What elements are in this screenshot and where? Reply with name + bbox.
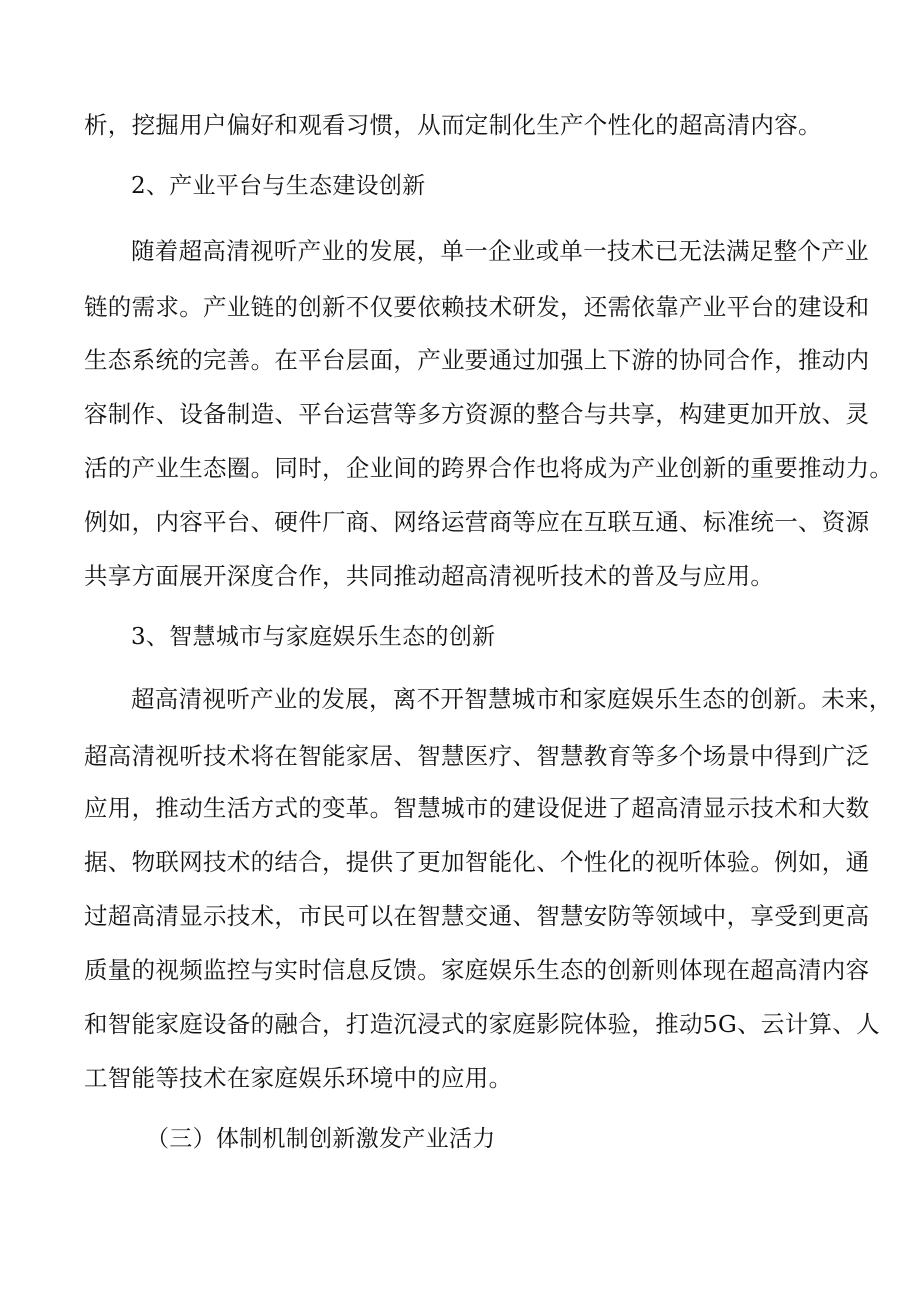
- paragraph-line: 容制作、设备制造、平台运营等多方资源的整合与共享，构建更加开放、灵: [84, 400, 870, 428]
- paragraph-line: 例如，内容平台、硬件厂商、网络运营商等应在互联互通、标准统一、资源: [84, 508, 870, 536]
- paragraph-line: 生态系统的完善。在平台层面，产业要通过加强上下游的协同合作，推动内: [84, 346, 870, 374]
- paragraph-line: 据、物联网技术的结合，提供了更加智能化、个性化的视听体验。例如，通: [84, 848, 870, 876]
- paragraph-line: 过超高清显示技术，市民可以在智慧交通、智慧安防等领域中，享受到更高: [84, 902, 870, 930]
- paragraph-line: 超高清视听技术将在智能家居、智慧医疗、智慧教育等多个场景中得到广泛: [84, 742, 870, 770]
- paragraph-line: 随着超高清视听产业的发展，单一企业或单一技术已无法满足整个产业: [131, 237, 869, 265]
- paragraph-line: 共享方面展开深度合作，共同推动超高清视听技术的普及与应用。: [84, 562, 775, 590]
- paragraph-line: 和智能家庭设备的融合，打造沉浸式的家庭影院体验，推动5G、云计算、人: [84, 1010, 880, 1038]
- chapter-heading: （三）体制机制创新激发产业活力: [146, 1126, 496, 1152]
- paragraph-line: 工智能等技术在家庭娱乐环境中的应用。: [84, 1064, 513, 1092]
- paragraph-line: 应用，推动生活方式的变革。智慧城市的建设促进了超高清显示技术和大数: [84, 794, 870, 822]
- section-heading-2: 2、产业平台与生态建设创新: [131, 173, 426, 199]
- section-heading-3: 3、智慧城市与家庭娱乐生态的创新: [131, 624, 496, 650]
- paragraph-line: 活的产业生态圈。同时，企业间的跨界合作也将成为产业创新的重要推动力。: [84, 454, 894, 482]
- paragraph-line: 质量的视频监控与实时信息反馈。家庭娱乐生态的创新则体现在超高清内容: [84, 956, 870, 984]
- paragraph-line: 超高清视听产业的发展，离不开智慧城市和家庭娱乐生态的创新。未来，: [131, 685, 893, 713]
- paragraph-line: 析，挖掘用户偏好和观看习惯，从而定制化生产个性化的超高清内容。: [84, 111, 822, 139]
- paragraph-line: 链的需求。产业链的创新不仅要依赖技术研发，还需依靠产业平台的建设和: [84, 293, 870, 321]
